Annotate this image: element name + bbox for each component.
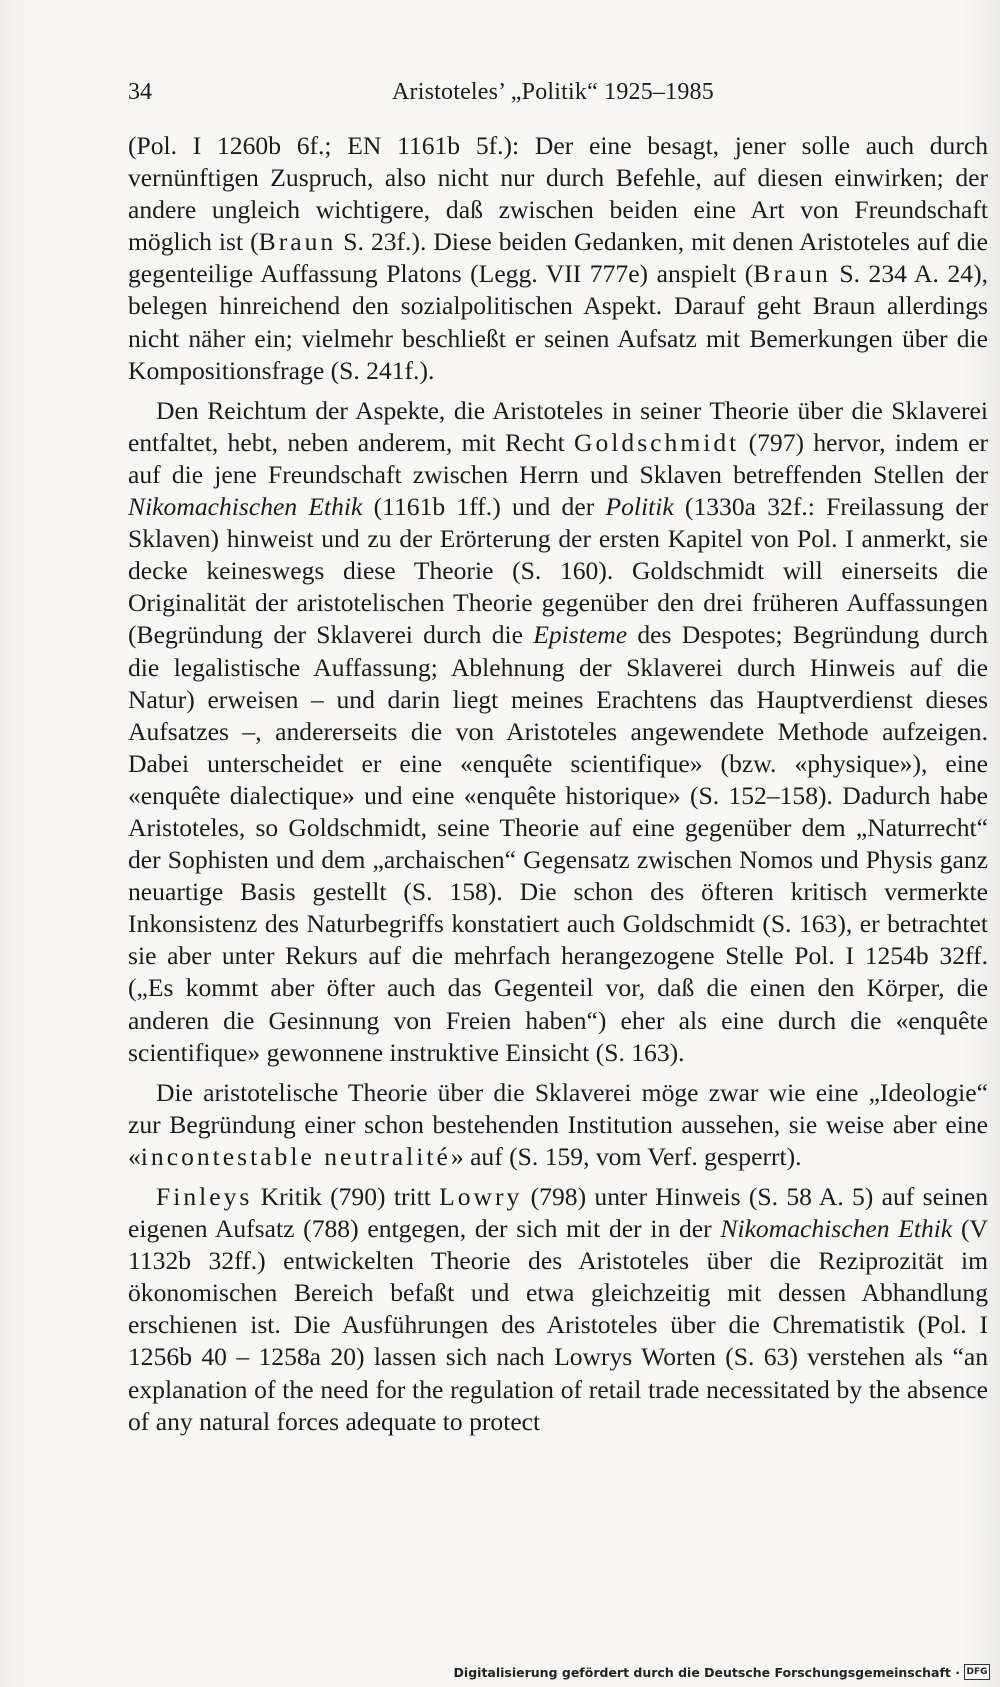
italic-text: Episteme xyxy=(533,620,628,650)
dfg-logo-icon: DFG xyxy=(964,1664,990,1680)
spaced-text: Braun xyxy=(258,227,337,257)
text-run: (797) hervor, indem er auf die jene Freundschaft zwischen Herrn und Sklaven betreffenden Stellen der xyxy=(128,427,988,489)
text-run: Die aristotelische Theorie über die Sklaverei möge zwar wie eine „Ideologie“ zur Begründung einer schon bestehenden Institution aussehen, sie weise aber eine « xyxy=(128,1077,988,1171)
italic-text: Politik xyxy=(605,492,674,522)
paragraph xyxy=(128,1181,988,1438)
digitization-credit xyxy=(454,1661,990,1683)
text-run: (V 1132b 32ff.) entwickelten Theorie des Aristoteles über die Reziprozität im ökonomischen Bereich befaßt und etwa gleichzeitig mit dessen Abhandlung erschienen ist. Die Ausführungen des Aristoteles über die Chrematistik (Pol. I 1256b 40 – 1258a 20) lassen sich nach Lowrys Worten (S. 63) verstehen als “an explanation of the need for the regulation of retail trade necessitated by the absence of any natural forces adequate to protect xyxy=(128,1214,988,1436)
spaced-text: Goldschmidt xyxy=(574,427,740,457)
page-number: 34 xyxy=(128,79,152,105)
text-run: S. 23f.). Diese beiden Gedanken, mit denen Aristoteles auf die gegenteilige Auffassung Platons (Legg. VII 777e) anspielt ( xyxy=(128,227,988,289)
spaced-text: incontestable neutralité xyxy=(140,1141,451,1171)
text-run: Den Reichtum der Aspekte, die Aristoteles in seiner Theorie über die Sklaverei entfaltet, hebt, neben anderem, mit Recht xyxy=(128,395,988,457)
text-run: » auf (S. 159, vom Verf. gesperrt). xyxy=(450,1141,802,1171)
text-run: des Despotes; Begründung durch die legalistische Auffassung; Ablehnung der Sklaverei durch Hinweis auf die Natur) erweisen – und darin liegt meines Erachtens das Hauptverdienst dieses Aufsatzes –, andererseits die von Aristoteles angewendete Methode aufzeigen. Dabei unterscheidet er eine «enquête scientifique» (bzw. «physique»), eine «enquête dialectique» und eine «enquête historique» (S. 152–158). Dadurch habe Aristoteles, so Goldschmidt, seine Theorie auf eine gegenüber dem „Naturrecht“ der Sophisten und dem „archaischen“ Gegensatz zwischen Nomos und Physis ganz neuartige Basis gestellt (S. 158). Die schon des öfteren kritisch vermerkte Inkonsistenz des Naturbegriffs konstatiert auch Goldschmidt (S. 163), er betrachtet sie aber unter Rekurs auf die mehrfach herangezogene Stelle Pol. I 1254b 32ff. („Es kommt aber öfter auch das Gegenteil vor, daß die einen den Körper, die anderen die Gesinnung von Freien haben“) eher als eine durch die «enquête scientifique» gewonnene instruktive Einsicht (S. 163). xyxy=(128,620,988,1067)
text-run: Kritik (790) tritt xyxy=(252,1182,440,1211)
footer-text: Digitalisierung gefördert durch die Deutsche Forschungsgemeinschaft · xyxy=(453,1664,960,1680)
spaced-text: Lowry xyxy=(439,1182,523,1211)
page-header xyxy=(128,72,988,112)
text-run: S. 234 A. 24), belegen hinreichend den sozialpolitischen Aspekt. Darauf geht Braun allerdings nicht näher ein; vielmehr beschließt er seinen Aufsatz mit Bemerkungen über die Kompositionsfrage (S. 241f.). xyxy=(128,259,988,385)
paragraph xyxy=(128,130,988,387)
running-title: Aristoteles’ „Politik“ 1925–1985 xyxy=(392,79,714,105)
text-run: (1330a 32f.: Freilassung der Sklaven) hinweist und zu der Erörterung der ersten Kapitel von Pol. I anmerkt, sie decke keineswegs diese Theorie (S. 160). Goldschmidt will einerseits die Originalität der aristotelischen Theorie gegenüber den drei früheren Auffassungen (Begründung der Sklaverei durch die xyxy=(128,492,988,650)
spaced-text: Finleys xyxy=(156,1182,253,1211)
paragraph xyxy=(128,1077,988,1173)
text-run: (Pol. I 1260b 6f.; EN 1161b 5f.): Der eine besagt, jener solle auch durch vernünftigen Zuspruch, also nicht nur durch Befehle, auf diesen einwirken; der andere ungleich wichtigere, daß zwischen beiden eine Art von Freundschaft möglich ist ( xyxy=(128,131,988,257)
paragraph xyxy=(128,395,988,1069)
body-text xyxy=(128,130,988,1438)
italic-text: Nikomachischen Ethik xyxy=(128,492,363,522)
spaced-text: Braun xyxy=(753,259,831,289)
text-run: (1161b 1ff.) und der xyxy=(362,492,606,522)
italic-text: Nikomachischen Ethik xyxy=(720,1214,953,1244)
text-run: (798) unter Hinweis (S. 58 A. 5) auf seinen eigenen Aufsatz (788) entgegen, der sich mit der in der xyxy=(128,1182,988,1244)
